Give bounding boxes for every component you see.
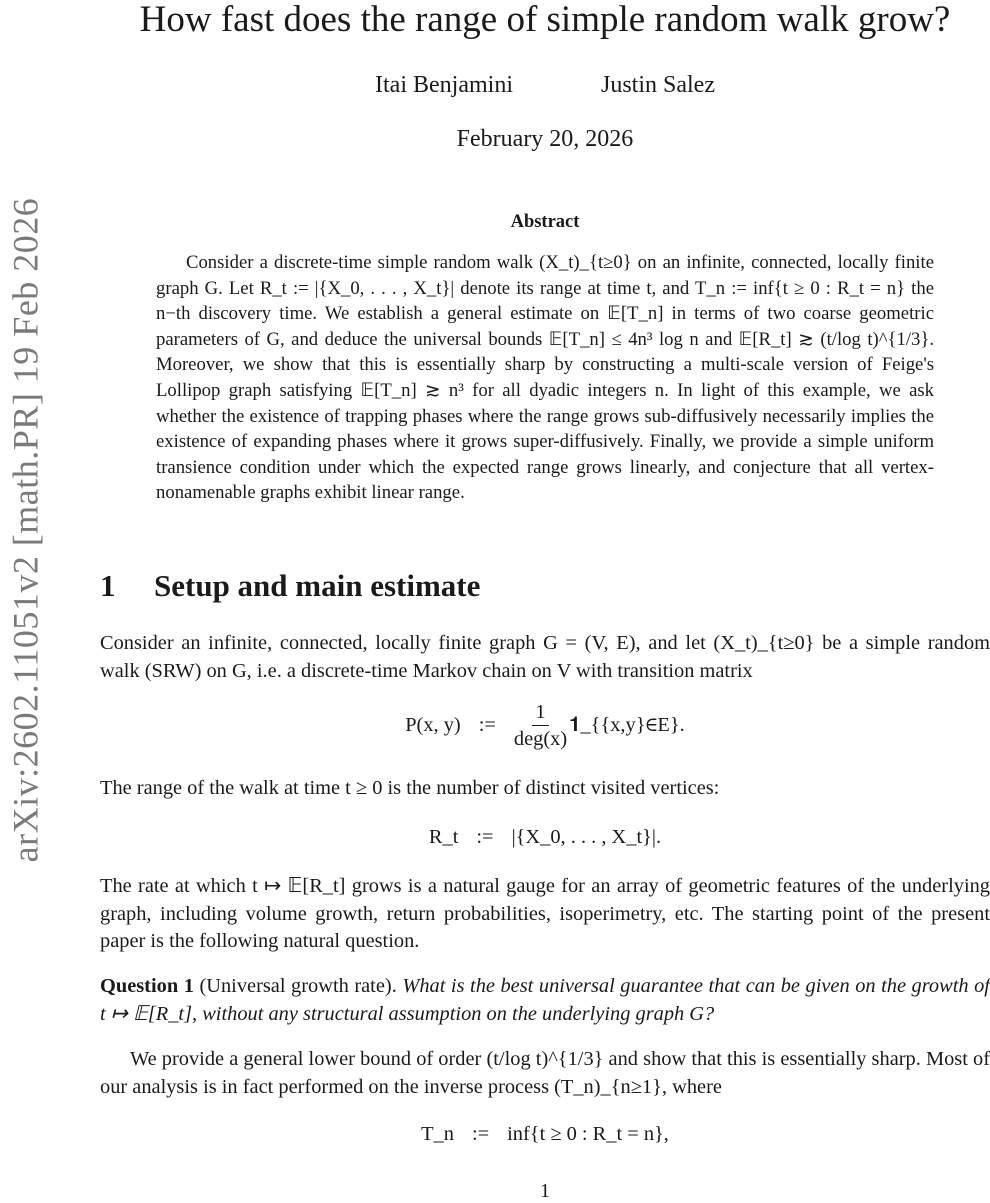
equation-operator: := [476, 826, 494, 848]
equation-lhs: P(x, y) [405, 714, 461, 736]
paper-title: How fast does the range of simple random walk grow? [139, 0, 951, 40]
section-heading [100, 568, 480, 604]
section-title: Setup and main estimate [154, 568, 481, 603]
equation-operator: := [471, 1123, 490, 1145]
body-paragraph: We provide a general lower bound of order (t/log t)^{1/3} and show that this is essentially sharp. Most of our analysis is in fact performed on the inverse process (T_n)_{n≥1}, where [100, 1048, 990, 1098]
arxiv-stamp [3, 180, 47, 880]
body-paragraph: Consider an infinite, connected, locally finite graph G = (V, E), and let (X_t)_{t≥0} be a simple random walk (SRW) on G, i.e. a discrete-time Markov chain on V with transition matrix [100, 632, 990, 682]
equation-rhs: inf{t ≥ 0 : R_t = n}, [507, 1123, 669, 1145]
equation-rhs: |{X_0, . . . , X_t}|. [511, 826, 662, 848]
fraction-denominator: deg(x) [513, 728, 568, 750]
paper-date: February 20, 2026 [456, 126, 634, 152]
body-paragraph: The range of the walk at time t ≥ 0 is the number of distinct visited vertices: [100, 777, 720, 799]
abstract-text: Consider a discrete-time simple random walk (X_t)_{t≥0} on an infinite, connected, locally finite graph G. Let R_t := |{X_0, . . . , X_t}| denote its range at time t, and T_n := inf{t ≥ 0 : R_t = n} the n−th discovery time. We establish a general estimate on 𝔼[T_n] in terms of two coarse geometric parameters of G, and deduce the universal bounds 𝔼[T_n] ≤ 4n³ log n and 𝔼[R_t] ≳ (t/log t)^{1/3}. Moreover, we show that this is essentially sharp by constructing a multi-scale version of Feige's Lollipop graph satisfying 𝔼[T_n] ≳ n³ for all dyadic integers n. In light of this example, we ask whether the existence of trapping phases where the range grows sub-diffusively necessarily implies the existence of expanding phases where it grows super-diffusively. Finally, we provide a simple uniform transience condition under which the expected range grows linearly, and conjecture that all vertex-nonamenable graphs exhibit linear range. [156, 252, 934, 504]
abstract-heading: Abstract [510, 212, 580, 232]
equation-operator: := [478, 714, 496, 736]
fraction-numerator: 1 [532, 700, 548, 726]
equation-indicator: 𝟏_{{x,y}∈E}. [569, 714, 685, 736]
author-name: Itai Benjamini [375, 72, 513, 98]
question-body: What is the best universal guarantee that can be given on the growth of t ↦ 𝔼[R_t], without any structural assumption on the underlying graph G? [100, 975, 990, 1025]
section-number: 1 [100, 568, 116, 603]
question-label: Question 1 [100, 975, 194, 997]
equation-transition-matrix [100, 700, 990, 751]
author-list [100, 72, 990, 99]
question-block [100, 973, 990, 1028]
equation-range [100, 826, 990, 849]
question-name: (Universal growth rate). [199, 975, 397, 997]
page-number: 1 [540, 1180, 550, 1202]
equation-lhs: T_n [421, 1123, 454, 1145]
author-name: Justin Salez [600, 72, 715, 98]
body-paragraph: The rate at which t ↦ 𝔼[R_t] grows is a natural gauge for an array of geometric features of the underlying graph, including volume growth, return probabilities, isoperimetry, etc. The starting point of the present paper is the following natural question. [100, 875, 990, 952]
equation-fraction [514, 700, 567, 751]
equation-lhs: R_t [428, 826, 459, 848]
arxiv-stamp-text: arXiv:2602.11051v2 [math.PR] 19 Feb 2026 [5, 197, 45, 863]
equation-discovery-time [100, 1123, 990, 1146]
